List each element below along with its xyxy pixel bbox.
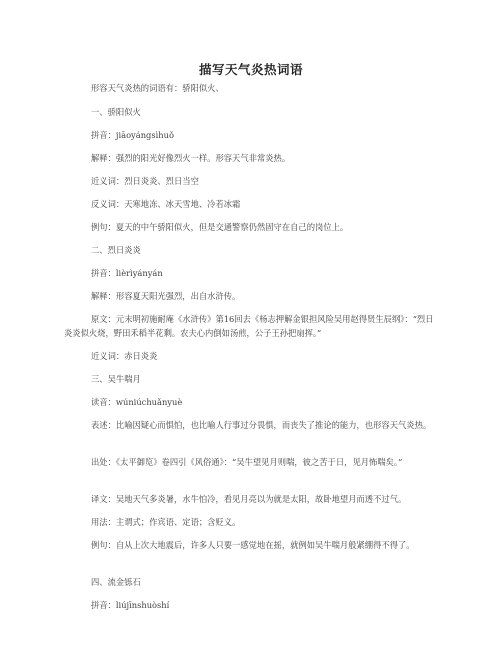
- reading-line-3: 读音：wúniúchuǎnyuè: [91, 397, 183, 407]
- example-line-1: 例句：夏天的中午骄阳似火，但是交通警察仍然固守在自己的岗位上。: [91, 222, 349, 232]
- explanation-line-2: 解释：形容夏天阳光强烈，出自水浒传。: [91, 291, 241, 301]
- pinyin-line-4: 拼音：liújīnshuòshí: [91, 600, 170, 610]
- pinyin-line-1: 拼音：jiāoyángsìhuǒ: [91, 130, 174, 140]
- example-paragraph-3: 例句：自从上次大地震后，许多人只要一感觉地在摇，就例如吴牛喘月般紧绷得不得了。: [91, 540, 415, 550]
- page-title: 描写天气炎热词语: [198, 62, 303, 77]
- section-heading-4: 四、流金铄石: [91, 577, 141, 587]
- section-heading-2: 二、烈日炎炎: [91, 245, 141, 255]
- paragraph-intro: 形容天气炎热的词语有：骄阳似火、: [91, 83, 224, 93]
- section-heading-3: 三、吴牛喘月: [91, 374, 141, 384]
- antonym-line-1: 反义词：天寒地冻、冰天雪地、冷若冰霜: [91, 199, 241, 209]
- translation-line-3: 译文：吴地天气多炎暑，水牛怕冷，看见月亮以为就是太阳，故卧地望月而透不过气。: [91, 494, 407, 504]
- pinyin-line-2: 拼音：lièrìyányán: [91, 268, 163, 278]
- usage-line-3: 用法：主谓式；作宾语、定语；含贬义。: [91, 517, 241, 527]
- original-text-paragraph: 原文：元末明初施耐庵《水浒传》第16回去《杨志押解金银担风险吴用赵得贤生辰纲》：“烈日炎炎似火烧，野田禾稻半花剩。农夫心内倒如汤煎，公子王孙把扇挥。”: [64, 314, 434, 338]
- description-paragraph-3: 表述：比喻因疑心而惧怕，也比喻人行事过分畏惧，而丧失了推论的能力，也形容天气炎热。: [91, 420, 432, 430]
- source-paragraph-3: 出处：《太平御览》卷四引《风俗通》：“吴牛望见月则喘，彼之苦于日，见月怖喘矣。”: [91, 457, 403, 467]
- synonym-line-2: 近义词：赤日炎炎: [91, 351, 158, 361]
- section-heading-1: 一、骄阳似火: [91, 107, 141, 117]
- explanation-line-1: 解释：强烈的阳光好像烈火一样。形容天气非常炎热。: [91, 153, 291, 163]
- synonym-line-1: 近义词：烈日炎炎、烈日当空: [91, 176, 199, 186]
